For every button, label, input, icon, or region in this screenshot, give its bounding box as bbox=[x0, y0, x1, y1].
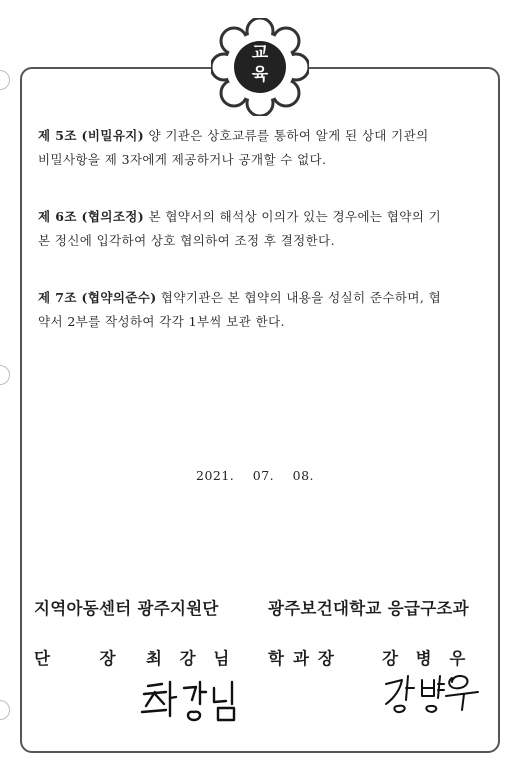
ministry-emblem bbox=[211, 18, 309, 116]
article-7-text-2: 약서 2부를 작성하여 각각 1부씩 보관 한다. bbox=[38, 314, 285, 329]
article-6 bbox=[38, 205, 488, 253]
article-6-text-2: 본 정신에 입각하여 상호 협의하여 조정 후 결정한다. bbox=[38, 233, 335, 248]
article-5-heading: 제 5조 (비밀유지) bbox=[38, 128, 145, 143]
article-7 bbox=[38, 286, 488, 334]
article-5 bbox=[38, 124, 488, 172]
right-signature bbox=[380, 668, 490, 718]
article-7-heading: 제 7조 (협약의준수) bbox=[38, 290, 157, 305]
svg-text:교: 교 bbox=[251, 43, 269, 63]
left-signature bbox=[138, 676, 250, 728]
svg-text:육: 육 bbox=[251, 65, 269, 85]
left-organization: 지역아동센터 광주지원단 bbox=[34, 599, 219, 618]
punch-hole-top bbox=[0, 70, 10, 90]
article-5-text-1: 양 기관은 상호교류를 통하여 알게 된 상대 기관의 bbox=[144, 128, 429, 143]
article-5-text-2: 비밀사항을 제 3자에게 제공하거나 공개할 수 없다. bbox=[38, 152, 327, 167]
article-6-text-1: 본 협약서의 해석상 이의가 있는 경우에는 협약의 기 bbox=[144, 209, 442, 224]
punch-hole-bottom bbox=[0, 700, 10, 720]
agreement-date: 2021. 07. 08. bbox=[196, 468, 314, 483]
article-7-line-1 bbox=[38, 286, 488, 310]
right-name: 강 병 우 bbox=[382, 649, 472, 668]
right-organization: 광주보건대학교 응급구조과 bbox=[268, 599, 469, 618]
right-role: 학과장 bbox=[268, 649, 343, 668]
article-6-line-1 bbox=[38, 205, 488, 229]
punch-hole-middle bbox=[0, 365, 10, 385]
article-7-text-1: 협약기관은 본 협약의 내용을 성실히 준수하며, 협 bbox=[156, 290, 442, 305]
article-6-heading: 제 6조 (협의조정) bbox=[38, 209, 145, 224]
left-name: 최 강 님 bbox=[146, 649, 236, 668]
article-5-line-1 bbox=[38, 124, 488, 148]
left-role: 단 장 bbox=[34, 649, 138, 668]
